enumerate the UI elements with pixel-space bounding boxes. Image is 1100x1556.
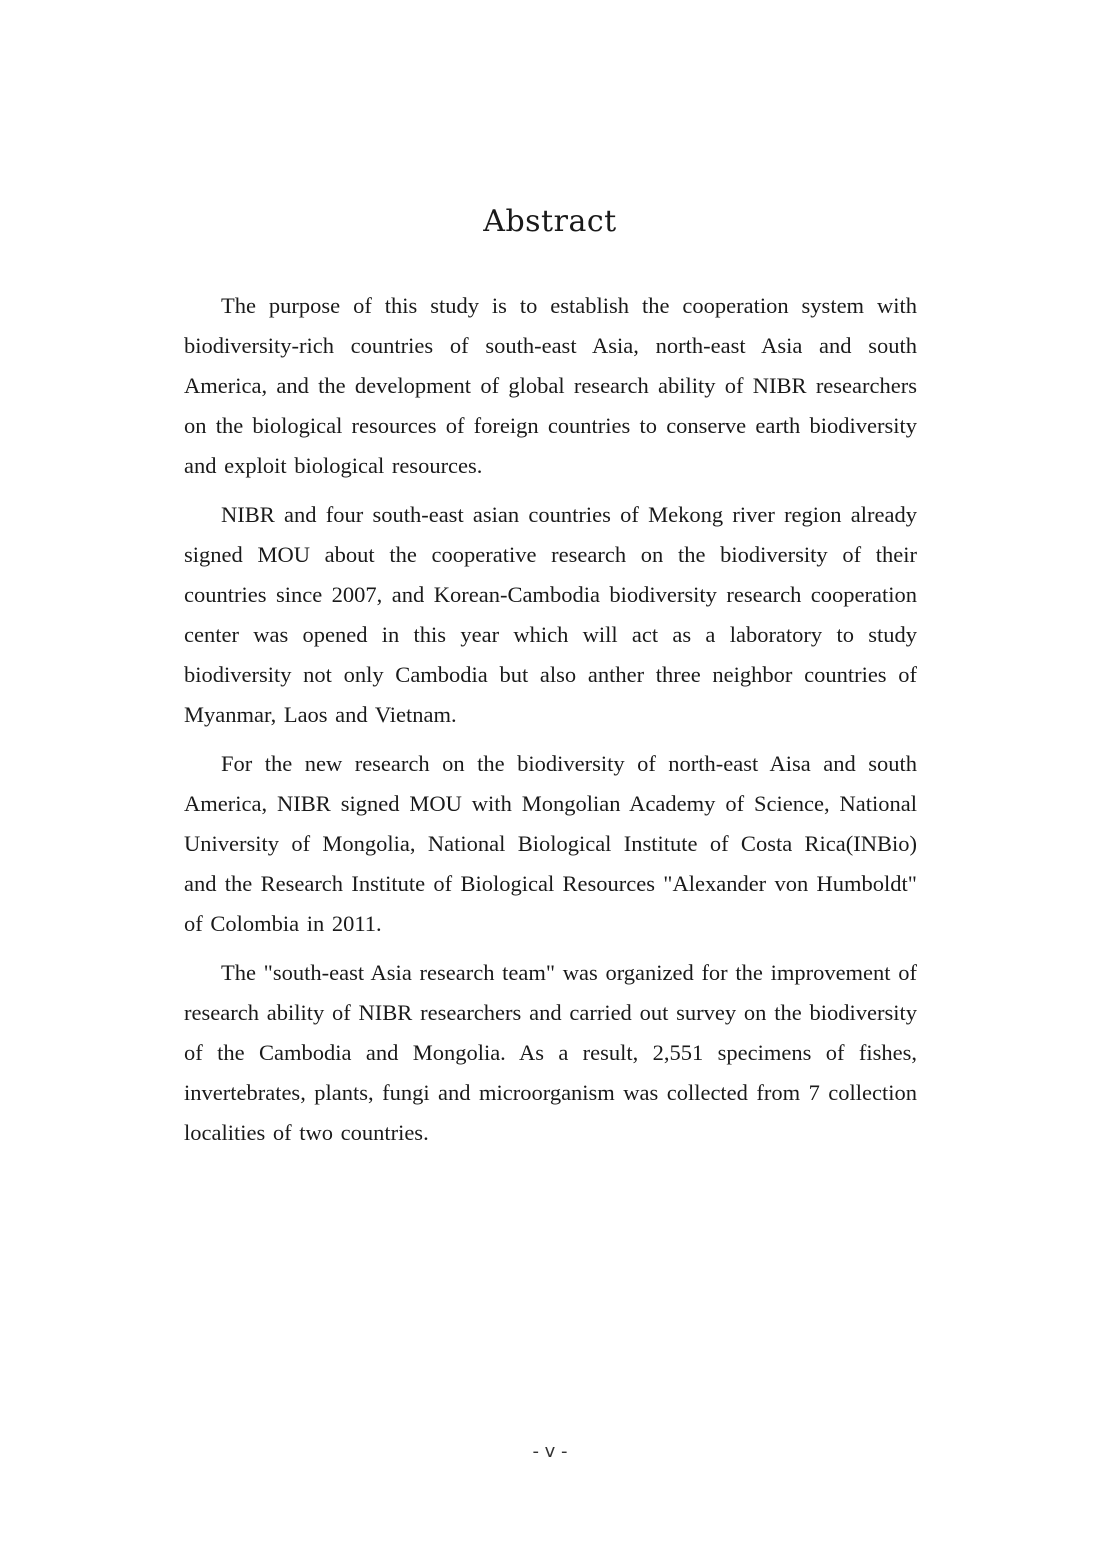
abstract-paragraph-3: For the new research on the biodiversity of north-east Aisa and south America, NIBR signed MOU with Mongolian Academy of Science, National University of Mongolia, National Biological Institute of Costa Rica(INBio) and the Research Institute of Biological Resources "Alexander von Humboldt" of Colombia in 2011. (184, 751, 917, 936)
page-number: - v - (532, 1441, 568, 1462)
abstract-body (184, 286, 917, 1162)
abstract-paragraph-1: The purpose of this study is to establish the cooperation system with biodiversity-rich countries of south-east Asia, north-east Asia and south America, and the development of global research ability of NIBR researchers on the biological resources of foreign countries to conserve earth biodiversity and exploit biological resources. (184, 293, 917, 478)
abstract-paragraph-2: NIBR and four south-east asian countries of Mekong river region already signed MOU about the cooperative research on the biodiversity of their countries since 2007, and Korean-Cambodia biodiversity research cooperation center was opened in this year which will act as a laboratory to study biodiversity not only Cambodia but also anther three neighbor countries of Myanmar, Laos and Vietnam. (184, 502, 917, 727)
page-title: Abstract (483, 204, 617, 239)
abstract-paragraph-4: The "south-east Asia research team" was organized for the improvement of research ability of NIBR researchers and carried out survey on the biodiversity of the Cambodia and Mongolia. As a result, 2,551 specimens of fishes, invertebrates, plants, fungi and microorganism was collected from 7 collection localities of two countries. (184, 960, 917, 1145)
